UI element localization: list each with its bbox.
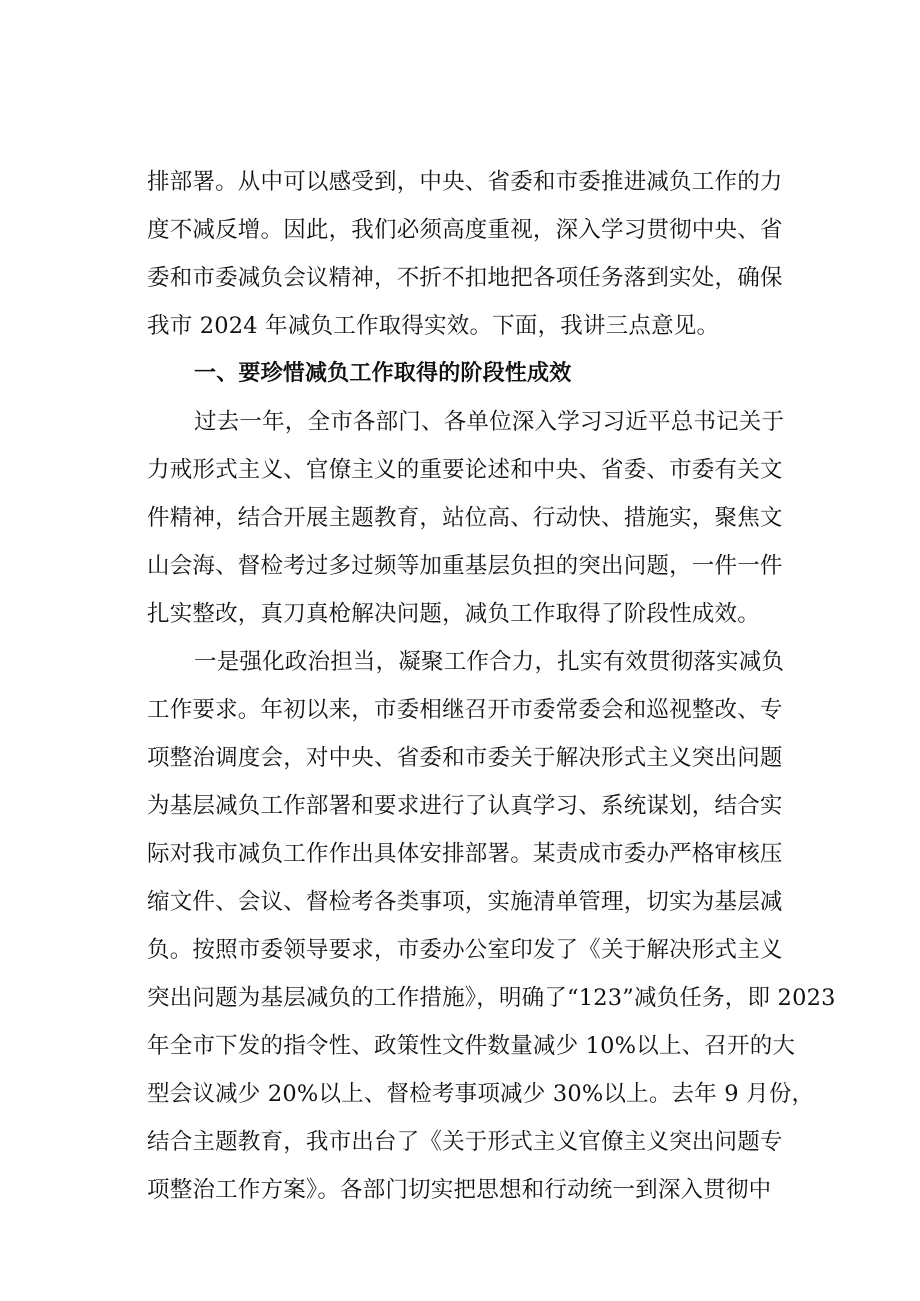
body-line: 突出问题为基层减负的工作措施》，明确了“123”减负任务，即 2023 bbox=[147, 985, 836, 1011]
body-line: 排部署。从中可以感受到，中央、省委和市委推进减负工作的力 bbox=[147, 169, 783, 195]
body-line: 件精神，结合开展主题教育，站位高、行动快、措施实，聚焦文 bbox=[147, 505, 783, 531]
document-body bbox=[147, 158, 836, 1214]
paragraph-first-line: 一是强化政治担当，凝聚工作合力，扎实有效贯彻落实减负 bbox=[194, 649, 785, 675]
body-line: 扎实整改，真刀真枪解决问题，减负工作取得了阶段性成效。 bbox=[147, 601, 760, 627]
body-line: 负。按照市委领导要求，市委办公室印发了《关于解决形式主义 bbox=[147, 937, 783, 963]
body-line: 缩文件、会议、督检考各类事项，实施清单管理，切实为基层减 bbox=[147, 889, 783, 915]
body-line: 为基层减负工作部署和要求进行了认真学习、系统谋划，结合实 bbox=[147, 793, 783, 819]
body-line: 型会议减少 20%以上、督检考事项减少 30%以上。去年 9 月份， bbox=[147, 1081, 815, 1107]
paragraph-first-line: 过去一年，全市各部门、各单位深入学习习近平总书记关于 bbox=[194, 409, 785, 435]
body-line: 项整治调度会，对中央、省委和市委关于解决形式主义突出问题 bbox=[147, 745, 783, 771]
body-line: 力戒形式主义、官僚主义的重要论述和中央、省委、市委有关文 bbox=[147, 457, 783, 483]
body-line: 我市 2024 年减负工作取得实效。下面，我讲三点意见。 bbox=[147, 313, 720, 339]
body-line: 工作要求。年初以来，市委相继召开市委常委会和巡视整改、专 bbox=[147, 697, 783, 723]
body-line: 度不减反增。因此，我们必须高度重视，深入学习贯彻中央、省 bbox=[147, 217, 783, 243]
body-line: 年全市下发的指令性、政策性文件数量减少 10%以上、召开的大 bbox=[147, 1033, 796, 1059]
body-line: 项整治工作方案》。各部门切实把思想和行动统一到深入贯彻中 bbox=[147, 1177, 772, 1203]
body-line: 际对我市减负工作作出具体安排部署。某责成市委办严格审核压 bbox=[147, 841, 783, 867]
body-line: 山会海、督检考过多过频等加重基层负担的突出问题，一件一件 bbox=[147, 553, 783, 579]
body-line: 委和市委减负会议精神，不折不扣地把各项任务落到实处，确保 bbox=[147, 265, 783, 291]
section-heading: 一、要珍惜减负工作取得的阶段性成效 bbox=[194, 361, 572, 386]
body-line: 结合主题教育，我市出台了《关于形式主义官僚主义突出问题专 bbox=[147, 1129, 783, 1155]
